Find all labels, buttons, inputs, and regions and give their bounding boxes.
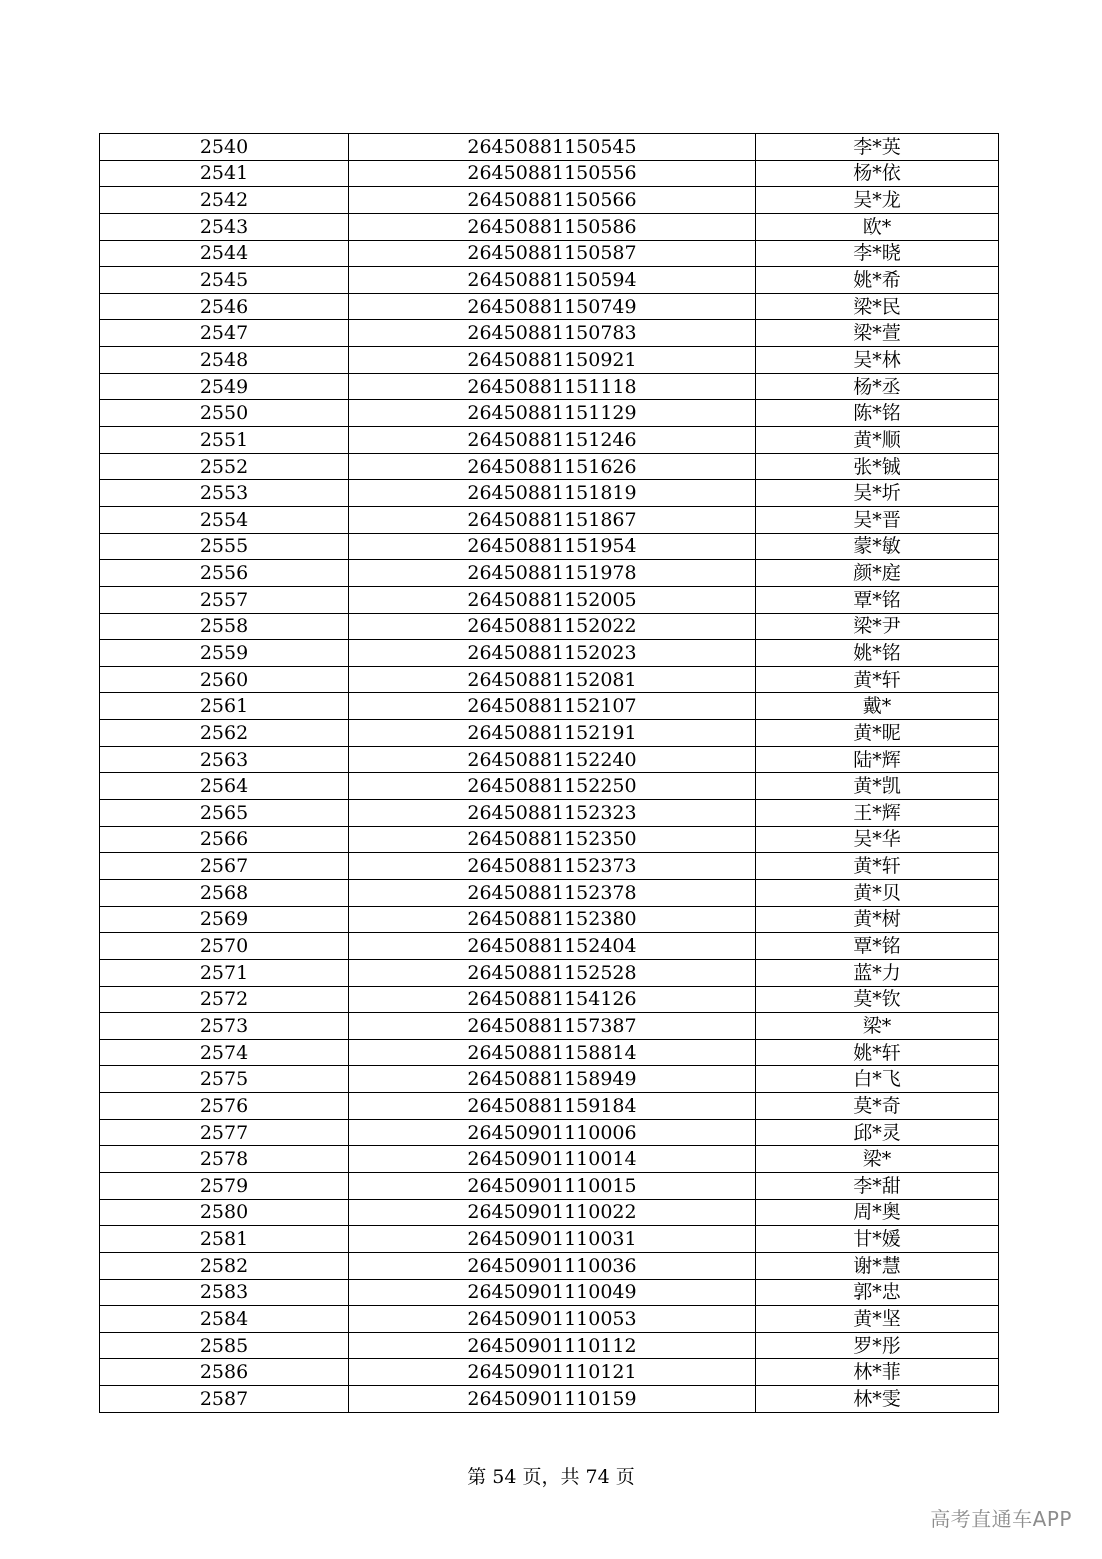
serial-number-cell: 2540: [100, 134, 349, 161]
exam-id-cell: 26450881159184: [349, 1093, 756, 1120]
exam-id-cell: 26450901110006: [349, 1119, 756, 1146]
candidate-name-cell: 姚*铭: [756, 640, 999, 667]
exam-id-cell: 26450881152107: [349, 693, 756, 720]
table-row: [100, 986, 999, 1013]
exam-id-cell: 26450881152023: [349, 640, 756, 667]
serial-number-cell: 2578: [100, 1146, 349, 1173]
exam-id-cell: 26450881152350: [349, 826, 756, 853]
candidate-name-cell: 吴*晋: [756, 506, 999, 533]
table-row: [100, 240, 999, 267]
table-row: [100, 959, 999, 986]
table-row: [100, 1279, 999, 1306]
table-row: [100, 1093, 999, 1120]
table-row: [100, 1252, 999, 1279]
candidate-name-cell: 梁*尹: [756, 613, 999, 640]
table-row: [100, 160, 999, 187]
serial-number-cell: 2583: [100, 1279, 349, 1306]
candidate-name-cell: 姚*轩: [756, 1039, 999, 1066]
exam-id-cell: 26450881150586: [349, 213, 756, 240]
exam-id-cell: 26450901110031: [349, 1226, 756, 1253]
exam-id-cell: 26450881158814: [349, 1039, 756, 1066]
candidate-name-cell: 莫*钦: [756, 986, 999, 1013]
table-row: [100, 1359, 999, 1386]
candidate-name-cell: 杨*依: [756, 160, 999, 187]
exam-id-cell: 26450881151118: [349, 373, 756, 400]
exam-id-cell: 26450881150749: [349, 293, 756, 320]
serial-number-cell: 2585: [100, 1332, 349, 1359]
exam-id-cell: 26450881152005: [349, 586, 756, 613]
exam-id-cell: 26450881152380: [349, 906, 756, 933]
candidate-name-cell: 谢*慧: [756, 1252, 999, 1279]
serial-number-cell: 2543: [100, 213, 349, 240]
exam-id-cell: 26450881152404: [349, 933, 756, 960]
serial-number-cell: 2576: [100, 1093, 349, 1120]
table-row: [100, 1039, 999, 1066]
serial-number-cell: 2545: [100, 267, 349, 294]
exam-id-cell: 26450901110022: [349, 1199, 756, 1226]
candidate-name-cell: 欧*: [756, 213, 999, 240]
candidate-name-cell: 吴*华: [756, 826, 999, 853]
table-row: [100, 347, 999, 374]
exam-id-cell: 26450881150545: [349, 134, 756, 161]
candidate-name-cell: 黄*轩: [756, 853, 999, 880]
candidate-name-cell: 梁*: [756, 1013, 999, 1040]
candidate-name-cell: 梁*: [756, 1146, 999, 1173]
table-row: [100, 720, 999, 747]
serial-number-cell: 2587: [100, 1386, 349, 1413]
serial-number-cell: 2575: [100, 1066, 349, 1093]
table-row: [100, 1119, 999, 1146]
serial-number-cell: 2568: [100, 879, 349, 906]
serial-number-cell: 2552: [100, 453, 349, 480]
candidate-name-cell: 李*英: [756, 134, 999, 161]
exam-id-cell: 26450901110053: [349, 1306, 756, 1333]
table-row: [100, 1199, 999, 1226]
candidate-name-cell: 梁*萱: [756, 320, 999, 347]
table-row: [100, 693, 999, 720]
exam-id-cell: 26450881151954: [349, 533, 756, 560]
candidate-name-cell: 李*晓: [756, 240, 999, 267]
exam-id-cell: 26450881152240: [349, 746, 756, 773]
table-row: [100, 134, 999, 161]
exam-id-cell: 26450901110159: [349, 1386, 756, 1413]
table-row: [100, 933, 999, 960]
exam-id-cell: 26450881152373: [349, 853, 756, 880]
exam-id-cell: 26450881154126: [349, 986, 756, 1013]
table-row: [100, 666, 999, 693]
candidate-name-cell: 黄*树: [756, 906, 999, 933]
candidate-name-cell: 蓝*力: [756, 959, 999, 986]
candidate-name-cell: 姚*希: [756, 267, 999, 294]
table-row: [100, 533, 999, 560]
roster-table: [99, 133, 999, 1413]
serial-number-cell: 2554: [100, 506, 349, 533]
exam-id-cell: 26450901110112: [349, 1332, 756, 1359]
serial-number-cell: 2564: [100, 773, 349, 800]
serial-number-cell: 2551: [100, 427, 349, 454]
candidate-name-cell: 张*铖: [756, 453, 999, 480]
exam-id-cell: 26450881152022: [349, 613, 756, 640]
candidate-name-cell: 黄*贝: [756, 879, 999, 906]
candidate-name-cell: 黄*顺: [756, 427, 999, 454]
serial-number-cell: 2582: [100, 1252, 349, 1279]
serial-number-cell: 2559: [100, 640, 349, 667]
table-row: [100, 1013, 999, 1040]
table-row: [100, 586, 999, 613]
candidate-name-cell: 杨*丞: [756, 373, 999, 400]
serial-number-cell: 2580: [100, 1199, 349, 1226]
exam-id-cell: 26450881150921: [349, 347, 756, 374]
table-row: [100, 187, 999, 214]
candidate-name-cell: 邱*灵: [756, 1119, 999, 1146]
table-row: [100, 213, 999, 240]
serial-number-cell: 2547: [100, 320, 349, 347]
exam-id-cell: 26450881151626: [349, 453, 756, 480]
exam-id-cell: 26450881150556: [349, 160, 756, 187]
exam-id-cell: 26450881152528: [349, 959, 756, 986]
table-row: [100, 453, 999, 480]
page-number: 第 54 页，共 74 页: [467, 1466, 635, 1488]
exam-id-cell: 26450881157387: [349, 1013, 756, 1040]
candidate-name-cell: 王*辉: [756, 800, 999, 827]
candidate-name-cell: 白*飞: [756, 1066, 999, 1093]
exam-id-cell: 26450881158949: [349, 1066, 756, 1093]
exam-id-cell: 26450901110014: [349, 1146, 756, 1173]
table-row: [100, 320, 999, 347]
serial-number-cell: 2555: [100, 533, 349, 560]
candidate-name-cell: 林*雯: [756, 1386, 999, 1413]
candidate-name-cell: 覃*铭: [756, 586, 999, 613]
candidate-name-cell: 甘*媛: [756, 1226, 999, 1253]
table-row: [100, 826, 999, 853]
table-row: [100, 1172, 999, 1199]
table-row: [100, 746, 999, 773]
table-row: [100, 560, 999, 587]
candidate-name-cell: 莫*奇: [756, 1093, 999, 1120]
table-row: [100, 640, 999, 667]
serial-number-cell: 2548: [100, 347, 349, 374]
exam-id-cell: 26450881150594: [349, 267, 756, 294]
candidate-name-cell: 陆*辉: [756, 746, 999, 773]
exam-id-cell: 26450881150566: [349, 187, 756, 214]
candidate-name-cell: 吴*圻: [756, 480, 999, 507]
serial-number-cell: 2542: [100, 187, 349, 214]
serial-number-cell: 2571: [100, 959, 349, 986]
serial-number-cell: 2577: [100, 1119, 349, 1146]
table-row: [100, 267, 999, 294]
candidate-name-cell: 郭*忠: [756, 1279, 999, 1306]
exam-id-cell: 26450881151246: [349, 427, 756, 454]
serial-number-cell: 2569: [100, 906, 349, 933]
exam-id-cell: 26450881151867: [349, 506, 756, 533]
table-row: [100, 853, 999, 880]
exam-id-cell: 26450881152081: [349, 666, 756, 693]
candidate-name-cell: 罗*彤: [756, 1332, 999, 1359]
serial-number-cell: 2567: [100, 853, 349, 880]
table-row: [100, 506, 999, 533]
table-row: [100, 480, 999, 507]
serial-number-cell: 2546: [100, 293, 349, 320]
candidate-name-cell: 林*菲: [756, 1359, 999, 1386]
serial-number-cell: 2558: [100, 613, 349, 640]
candidate-name-cell: 戴*: [756, 693, 999, 720]
exam-id-cell: 26450881151819: [349, 480, 756, 507]
candidate-name-cell: 颜*庭: [756, 560, 999, 587]
serial-number-cell: 2581: [100, 1226, 349, 1253]
exam-id-cell: 26450881150783: [349, 320, 756, 347]
table-row: [100, 1386, 999, 1413]
candidate-name-cell: 黄*轩: [756, 666, 999, 693]
candidate-name-cell: 吴*林: [756, 347, 999, 374]
serial-number-cell: 2566: [100, 826, 349, 853]
candidate-name-cell: 梁*民: [756, 293, 999, 320]
exam-id-cell: 26450881151978: [349, 560, 756, 587]
exam-id-cell: 26450901110049: [349, 1279, 756, 1306]
table-row: [100, 293, 999, 320]
serial-number-cell: 2584: [100, 1306, 349, 1333]
exam-id-cell: 26450881150587: [349, 240, 756, 267]
exam-id-cell: 26450901110015: [349, 1172, 756, 1199]
table-row: [100, 906, 999, 933]
serial-number-cell: 2572: [100, 986, 349, 1013]
exam-id-cell: 26450901110121: [349, 1359, 756, 1386]
exam-id-cell: 26450881152378: [349, 879, 756, 906]
serial-number-cell: 2556: [100, 560, 349, 587]
serial-number-cell: 2562: [100, 720, 349, 747]
serial-number-cell: 2574: [100, 1039, 349, 1066]
table-row: [100, 400, 999, 427]
table-row: [100, 1146, 999, 1173]
table-row: [100, 1226, 999, 1253]
candidate-name-cell: 黄*凯: [756, 773, 999, 800]
table-row: [100, 1332, 999, 1359]
candidate-name-cell: 蒙*敏: [756, 533, 999, 560]
table-row: [100, 1306, 999, 1333]
candidate-name-cell: 黄*坚: [756, 1306, 999, 1333]
exam-id-cell: 26450881152323: [349, 800, 756, 827]
table-row: [100, 427, 999, 454]
table-row: [100, 879, 999, 906]
candidate-name-cell: 吴*龙: [756, 187, 999, 214]
serial-number-cell: 2570: [100, 933, 349, 960]
candidate-name-cell: 陈*铭: [756, 400, 999, 427]
serial-number-cell: 2586: [100, 1359, 349, 1386]
table-row: [100, 800, 999, 827]
exam-id-cell: 26450881152250: [349, 773, 756, 800]
serial-number-cell: 2579: [100, 1172, 349, 1199]
watermark-logo-text: 高考直通车APP: [930, 1507, 1072, 1531]
table-row: [100, 1066, 999, 1093]
candidate-name-cell: 周*奥: [756, 1199, 999, 1226]
roster-table-body: [100, 134, 999, 1413]
table-row: [100, 373, 999, 400]
candidate-name-cell: 黄*昵: [756, 720, 999, 747]
serial-number-cell: 2573: [100, 1013, 349, 1040]
serial-number-cell: 2563: [100, 746, 349, 773]
serial-number-cell: 2553: [100, 480, 349, 507]
serial-number-cell: 2560: [100, 666, 349, 693]
serial-number-cell: 2565: [100, 800, 349, 827]
serial-number-cell: 2549: [100, 373, 349, 400]
serial-number-cell: 2561: [100, 693, 349, 720]
table-row: [100, 613, 999, 640]
exam-id-cell: 26450901110036: [349, 1252, 756, 1279]
serial-number-cell: 2544: [100, 240, 349, 267]
serial-number-cell: 2541: [100, 160, 349, 187]
candidate-name-cell: 李*甜: [756, 1172, 999, 1199]
serial-number-cell: 2557: [100, 586, 349, 613]
exam-id-cell: 26450881152191: [349, 720, 756, 747]
table-row: [100, 773, 999, 800]
serial-number-cell: 2550: [100, 400, 349, 427]
candidate-name-cell: 覃*铭: [756, 933, 999, 960]
exam-id-cell: 26450881151129: [349, 400, 756, 427]
